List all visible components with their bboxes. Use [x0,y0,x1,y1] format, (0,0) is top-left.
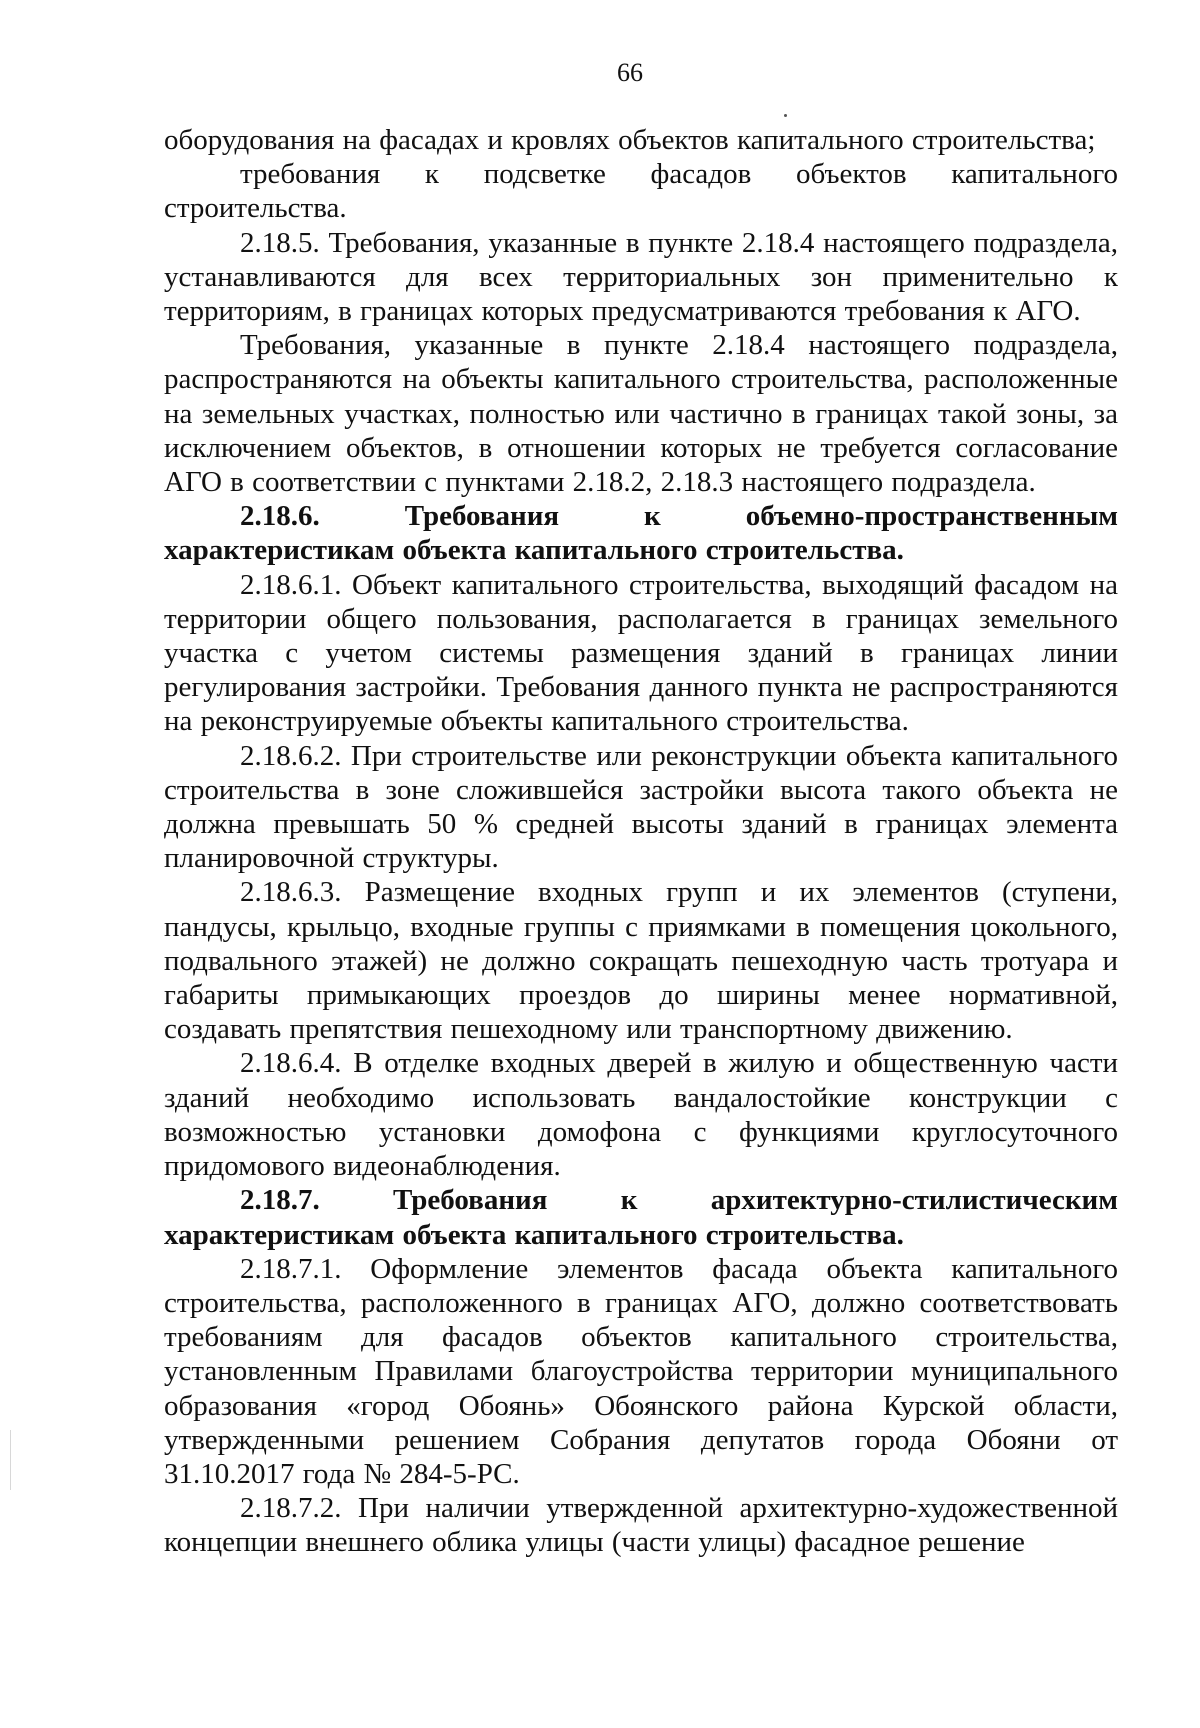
paragraph-text: Оформление элементов фасада объекта капитального строительства, расположенного в границах АГО, должно соответствовать требованиям для фасадов объектов капитального строительства, установленным Правилами благоустройства территории муниципального образования «город Обоянь» Обоянского района Курской области, утвержденными решением Собрания депутатов города Обояни от 31.10.2017 года № 284-5-РС. [164,1252,1118,1490]
paragraph-text: требования к подсветке фасадов объектов капитального строительства. [164,158,1118,225]
paragraph-2-18-6-2 [164,739,1118,876]
paragraph-equipment [164,123,1118,157]
paragraph-text: Размещение входных групп и их элементов (ступени, пандусы, крыльцо, входные группы с приямками в помещения цокольного, подвального этажей) не должно сокращать пешеходную часть тротуара и габариты примыкающих проездов до ширины менее нормативной, создавать препятствия пешеходному или транспортному движению. [164,876,1118,1046]
paragraph-2-18-7-2 [164,1491,1118,1559]
clause-number: 2.18.7. [240,1184,320,1217]
document-body [164,123,1118,1560]
paragraph-2-18-6-4 [164,1046,1118,1183]
heading-text: Требования к архитектурно-стилистическим характеристикам объекта капитального строительства. [164,1184,1119,1251]
paragraph-lighting-requirements [164,157,1118,225]
paragraph-text: оборудования на фасадах и кровлях объектов капитального строительства; [164,124,1096,156]
clause-number: 2.18.6.3. [240,876,342,909]
heading-2-18-6 [164,499,1118,567]
heading-2-18-7 [164,1183,1118,1251]
clause-number: 2.18.6.1. [240,568,342,601]
paragraph-text: При наличии утвержденной архитектурно-художественной концепции внешнего облика улицы (части улицы) фасадное решение [164,1492,1118,1559]
paragraph-text: Объект капитального строительства, выходящий фасадом на территории общего пользования, располагается в границах земельного участка с учетом системы размещения зданий в границах линии регулирования застройки. Требования данного пункта не распространяются на реконструируемые объекты капитального строительства. [164,568,1118,738]
scan-speck [784,114,787,117]
paragraph-text: При строительстве или реконструкции объекта капитального строительства в зоне сложившейся застройки высота такого объекта не должна превышать 50 % средней высоты зданий в границах элемента планировочной структуры. [164,739,1118,875]
heading-text: Требования к объемно-пространственным характеристикам объекта капитального строительства. [164,500,1118,567]
page-number: 66 [617,58,643,87]
paragraph-2-18-5 [164,226,1118,329]
paragraph-text: В отделке входных дверей в жилую и общественную части зданий необходимо использовать вандалостойкие конструкции с возможностью установки домофона с функциями круглосуточного придомового видеонаблюдения. [164,1047,1119,1183]
paragraph-2-18-5-cont [164,328,1118,499]
paragraph-2-18-6-1 [164,568,1118,739]
clause-number: 2.18.6. [240,500,320,533]
clause-number: 2.18.7.2. [240,1492,342,1525]
scan-edge-mark [10,1430,11,1490]
paragraph-text: Требования, указанные в пункте 2.18.4 настоящего подраздела, распространяются на объекты капитального строительства, расположенные на земельных участках, полностью или частично в границах такой зоны, за исключением объектов, в отношении которых не требуется согласование АГО в соответствии с пунктами 2.18.2, 2.18.3 настоящего подраздела. [164,329,1118,499]
paragraph-text: Требования, указанные в пункте 2.18.4 настоящего подраздела, устанавливаются для всех территориальных зон применительно к территориям, в границах которых предусматриваются требования к АГО. [164,226,1119,328]
clause-number: 2.18.6.2. [240,739,342,772]
paragraph-2-18-7-1 [164,1252,1118,1491]
clause-number: 2.18.7.1. [240,1252,342,1285]
clause-number: 2.18.5. [240,226,320,259]
clause-number: 2.18.6.4. [240,1047,342,1080]
paragraph-2-18-6-3 [164,875,1118,1046]
